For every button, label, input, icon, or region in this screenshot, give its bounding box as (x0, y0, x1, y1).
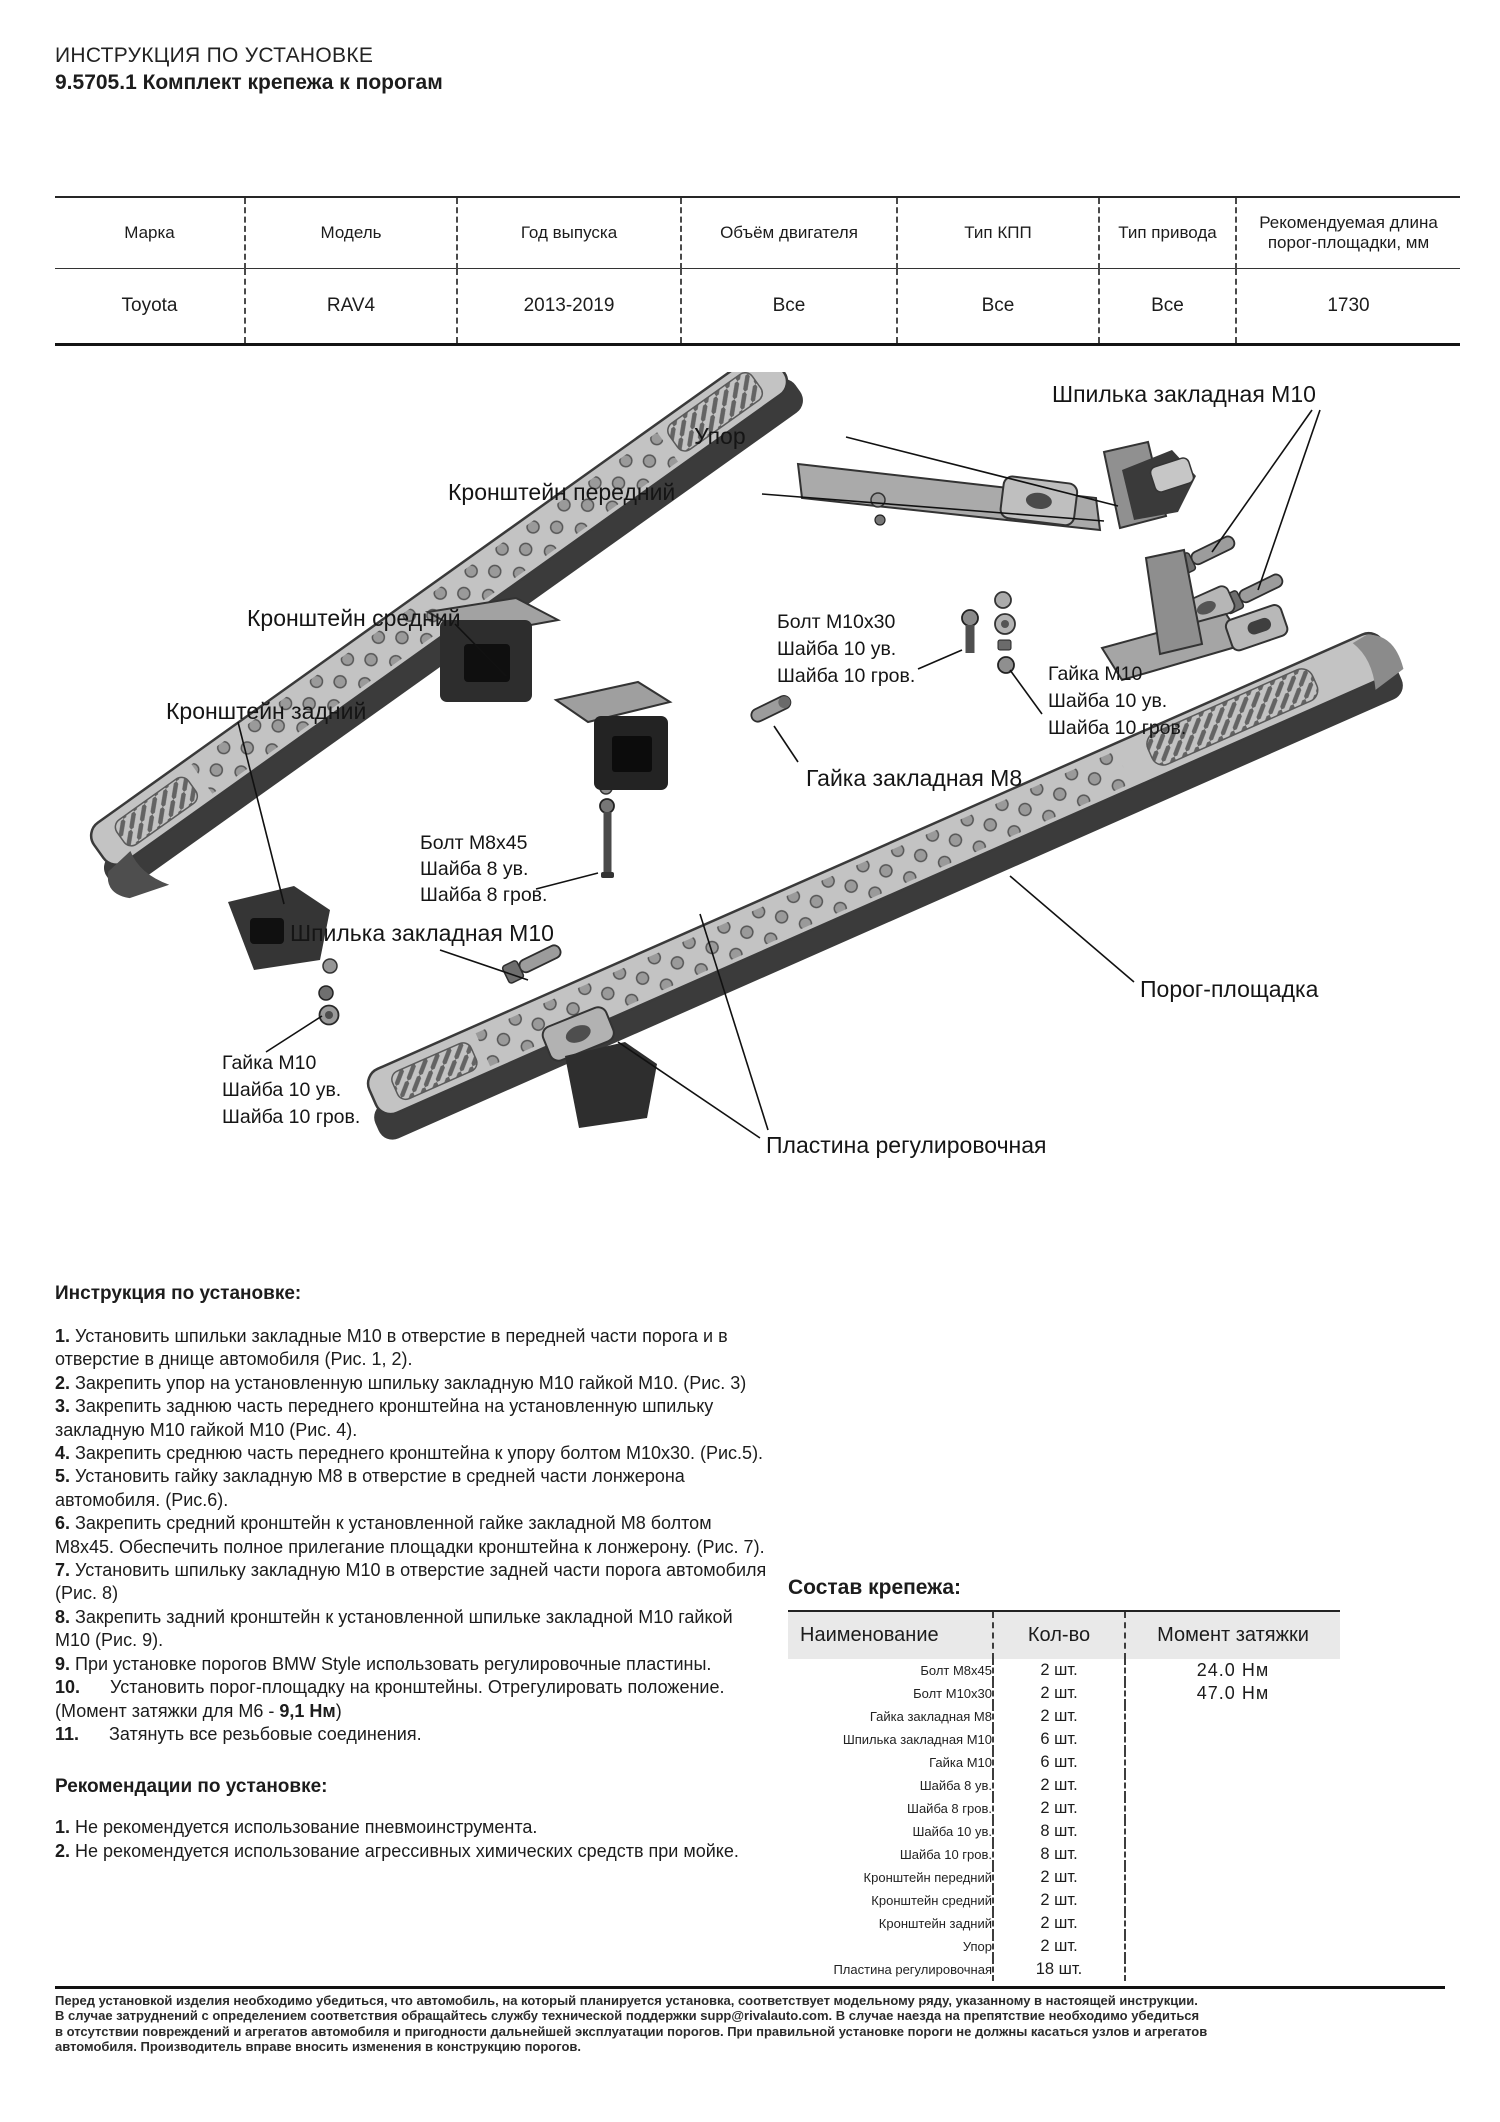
parts-row: Шайба 8 гров. 2 шт. (788, 1797, 1340, 1820)
instruction-item: 3. Закрепить заднюю часть переднего кронштейна на установленную шпильку закладную М10 гайкой М10 (Рис. 4). (55, 1396, 714, 1440)
nut-m10-part (319, 986, 333, 1000)
document-subtitle: 9.5705.1 Комплект крепежа к порогам (55, 71, 443, 94)
header-year: Год выпуска (457, 197, 681, 269)
footer-line: В случае затруднений с определением соответствия обращайтесь службу технической поддержки supp@rivalauto.com. В случае наезда на препятствие необходимо убедиться (55, 2008, 1200, 2024)
label-bolt-m8-block (420, 832, 547, 906)
label-bracket-middle: Кронштейн средний (247, 605, 461, 631)
svg-text:Шайба 8 ув.: Шайба 8 ув. (420, 858, 529, 880)
bracket-rear-part (565, 1042, 657, 1128)
svg-text:Шайба 8 гров.: Шайба 8 гров. (420, 884, 548, 906)
label-bracket-front: Кронштейн передний (448, 479, 676, 505)
header-model: Модель (245, 197, 457, 269)
instruction-item: 7. Установить шпильку закладную М10 в отверстие задней части порога автомобиля (Рис. 8) (55, 1560, 767, 1604)
label-bolt-m10-block (777, 611, 915, 687)
label-stud-m10-top: Шпилька закладная М10 (1052, 381, 1316, 407)
bolt-m10x30-part (962, 610, 978, 653)
parts-header-row (788, 1611, 1340, 1659)
label-bracket-rear: Кронштейн задний (166, 698, 367, 724)
washer-part (323, 959, 337, 973)
footer-line: в отсутствии повреждений и агрегатов автомобиля и пригодности дальнейшей эксплуатации порогов. При правильной установке пороги не должны касаться узлов и агрегатов (55, 2023, 1208, 2039)
cell-brand: Toyota (121, 295, 178, 316)
recommendation-item: 1. Не рекомендуется использование пневмоинструмента. (55, 1817, 538, 1838)
label-nut-m8: Гайка закладная М8 (806, 765, 1023, 791)
header-part-torque: Момент затяжки (1125, 1611, 1340, 1659)
header-part-qty: Кол-во (993, 1611, 1125, 1659)
header-part-name: Наименование (788, 1611, 993, 1659)
washer-part (320, 1006, 339, 1025)
footer-divider (55, 1986, 1445, 1989)
parts-heading: Состав крепежа: (788, 1576, 962, 1599)
parts-row: Болт М8х45 2 шт. 24.0 Нм (788, 1659, 1340, 1682)
label-plate: Пластина регулировочная (766, 1132, 1047, 1158)
instruction-item: 4. Закрепить среднюю часть переднего кронштейна к упору болтом М10х30. (Рис.5). (55, 1443, 764, 1464)
cell-drive: Все (1099, 269, 1236, 345)
svg-text:Шайба 10 ув.: Шайба 10 ув. (222, 1079, 342, 1101)
parts-row: Кронштейн передний 2 шт. (788, 1866, 1340, 1889)
parts-row: Гайка М10 6 шт. (788, 1751, 1340, 1774)
instruction-item: 11. Затянуть все резьбовые соединения. (55, 1723, 422, 1744)
instruction-item: 1. Установить шпильки закладные М10 в отверстие в передней части порога и в отверстие в днище автомобиля (Рис. 1, 2). (55, 1326, 728, 1370)
svg-text:Шайба 10 гров.: Шайба 10 гров. (1048, 717, 1187, 739)
cell-length: 1730 (1236, 269, 1460, 345)
vehicle-table-header-row (55, 197, 1460, 269)
parts-row: Шайба 10 гров. 8 шт. (788, 1843, 1340, 1866)
parts-section (788, 1576, 1340, 1981)
washer-part (875, 515, 885, 525)
parts-row: Кронштейн задний 2 шт. (788, 1912, 1340, 1935)
parts-row: Пластина регулировочная 18 шт. (788, 1958, 1340, 1981)
instructions-section (55, 1283, 771, 1863)
parts-row: Упор 2 шт. (788, 1935, 1340, 1958)
parts-row: Шайба 8 ув. 2 шт. (788, 1774, 1340, 1797)
cell-model: RAV4 (245, 269, 457, 345)
bracket-middle-part (556, 682, 670, 790)
svg-text:Шайба 10 гров.: Шайба 10 гров. (777, 665, 916, 687)
vehicle-table (55, 196, 1460, 346)
cell-engine: Все (681, 269, 897, 345)
instruction-item: 2. Закрепить упор на установленную шпильку закладную М10 гайкой М10. (Рис. 3) (55, 1372, 747, 1393)
recommendations-heading: Рекомендации по установке: (55, 1776, 328, 1798)
label-board: Порог-площадка (1140, 976, 1319, 1002)
bracket-front-part (798, 464, 1100, 530)
footer-line: Перед установкой изделия необходимо убедиться, что автомобиль, на который планируется установка, соответствует модельному ряду, указанному в настоящей инструкции. (55, 1993, 1198, 2008)
upor-part (1104, 442, 1196, 528)
stud-m10-part (502, 941, 564, 984)
header-engine: Объём двигателя (681, 197, 897, 269)
svg-text:Шайба 10 ув.: Шайба 10 ув. (777, 638, 897, 660)
footer-line: автомобиля. Производитель вправе вносить изменения в конструкцию порогов. (55, 2038, 582, 2054)
svg-text:Шайба 10 ув.: Шайба 10 ув. (1048, 690, 1168, 712)
label-nut-m10-right-block (1048, 663, 1186, 739)
label-upor: Упор (694, 423, 746, 449)
recommendation-item: 2. Не рекомендуется использование агрессивных химических средств при мойке. (55, 1840, 739, 1861)
instruction-item: 8. Закрепить задний кронштейн к установленной шпильке закладной М10 гайкой М10 (Рис. 9). (55, 1606, 733, 1651)
instructions-heading: Инструкция по установке: (55, 1283, 302, 1304)
parts-table (788, 1610, 1340, 1981)
parts-row: Гайка закладная М8 2 шт. (788, 1705, 1340, 1728)
assembly-diagram (0, 372, 1500, 1200)
parts-row: Кронштейн средний 2 шт. (788, 1889, 1340, 1912)
parts-row: Болт М10х30 2 шт. 47.0 Нм (788, 1682, 1340, 1705)
washer-part (871, 493, 885, 507)
instruction-item: 10. Установить порог-площадку на кронштейны. Отрегулировать положение. (Момент затяжки для М6 - 9,1 Нм) (55, 1677, 725, 1721)
vehicle-table-row (55, 269, 1460, 345)
svg-text:Гайка М10: Гайка М10 (1048, 663, 1143, 685)
instruction-item: 5. Установить гайку закладную М8 в отверстие в средней части лонжерона автомобиля. (Рис.6). (55, 1466, 685, 1510)
svg-text:Шайба 10 гров.: Шайба 10 гров. (222, 1106, 361, 1128)
instruction-item: 9. При установке порогов BMW Style использовать регулировочные пластины. (55, 1653, 712, 1674)
svg-text:Гайка М10: Гайка М10 (222, 1052, 317, 1074)
parts-row: Шпилька закладная М10 6 шт. (788, 1728, 1340, 1751)
svg-text:Болт М10х30: Болт М10х30 (777, 611, 896, 633)
header-gearbox: Тип КПП (897, 197, 1099, 269)
nut-m8-part (749, 694, 792, 724)
footer-disclaimer (55, 1993, 1455, 2054)
washers-m10-part (995, 592, 1015, 673)
document-title: ИНСТРУКЦИЯ ПО УСТАНОВКЕ (55, 44, 374, 67)
svg-text:Болт М8х45: Болт М8х45 (420, 832, 528, 854)
label-nut-m10-left-block (222, 1052, 360, 1128)
header-brand: Марка (124, 223, 175, 242)
header-length: Рекомендуемая длина порог-площадки, мм (1236, 197, 1460, 269)
label-stud-m10-mid: Шпилька закладная М10 (290, 920, 554, 946)
instruction-item: 6. Закрепить средний кронштейн к установленной гайке закладной М8 болтом М8х45. Обеспечить полное прилегание площадки кронштейна к лонжерону. (Рис. 7). (55, 1513, 765, 1557)
cell-year: 2013-2019 (457, 269, 681, 345)
cell-gearbox: Все (897, 269, 1099, 345)
parts-row: Шайба 10 ув. 8 шт. (788, 1820, 1340, 1843)
header-drive: Тип привода (1099, 197, 1236, 269)
